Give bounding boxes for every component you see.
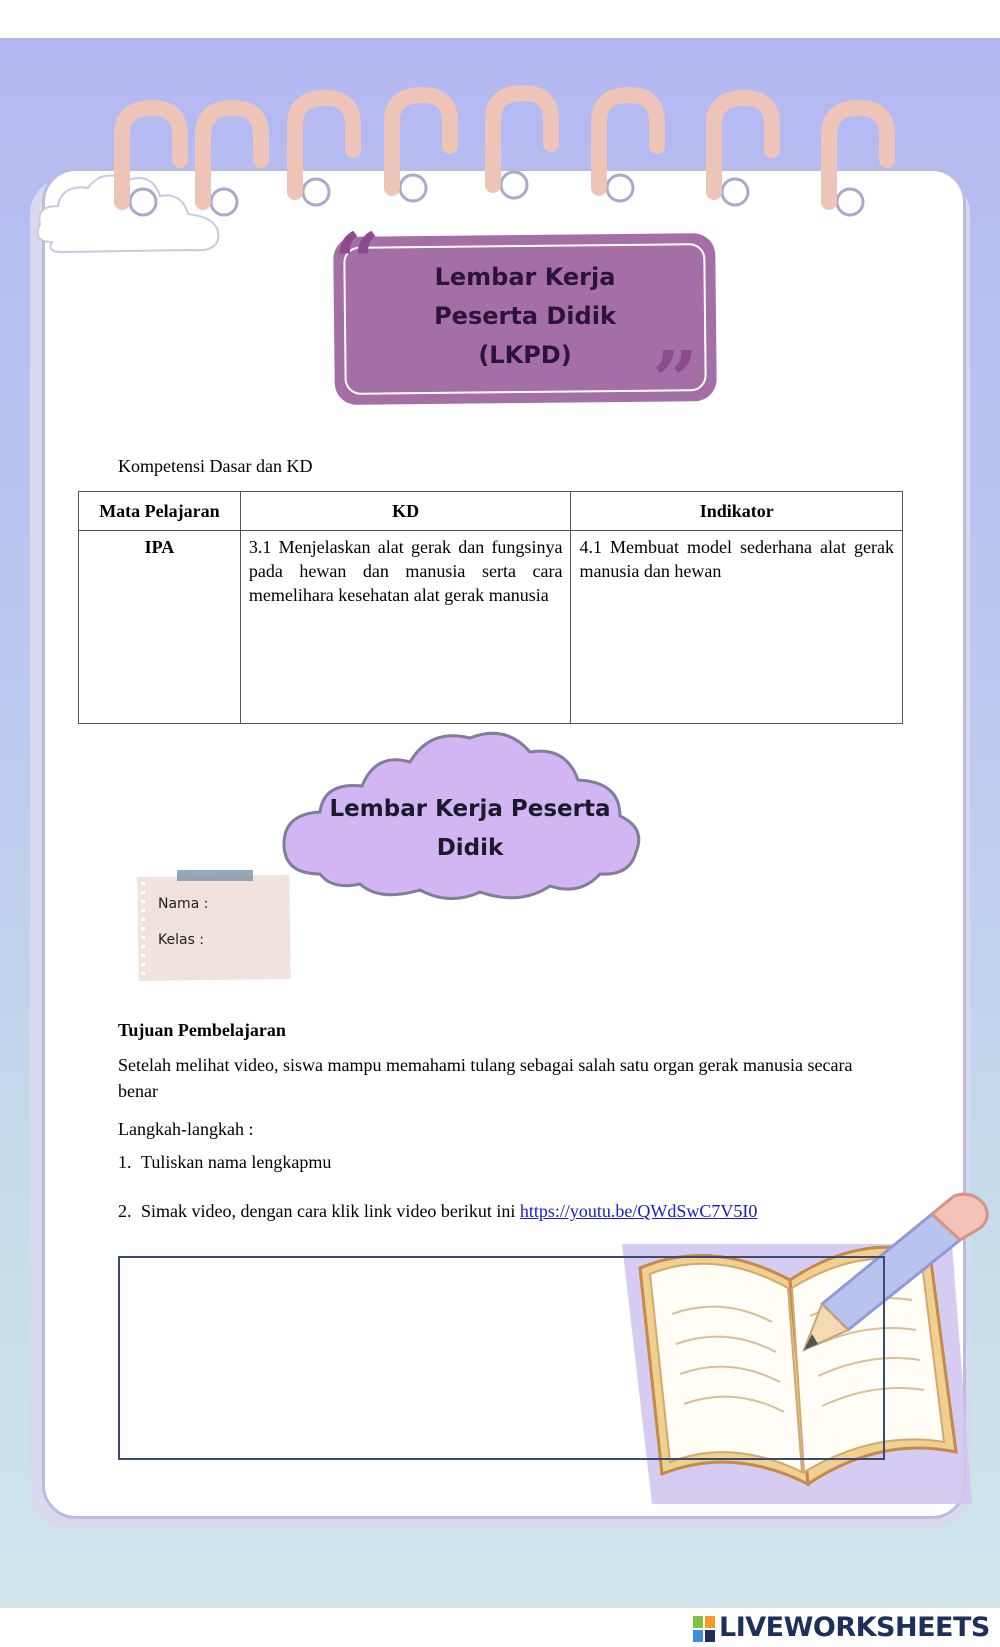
cell-indikator: 4.1 Membuat model sederhana alat gerak manusia dan hewan (571, 531, 903, 724)
identity-card (137, 875, 290, 981)
answer-area[interactable] (118, 1256, 885, 1460)
kd-section-label: Kompetensi Dasar dan KD (118, 456, 313, 476)
table-header-row (79, 492, 903, 531)
step-text: Simak video, dengan cara klik link video berikut ini (141, 1201, 520, 1221)
notebook-ring-icon (714, 98, 772, 205)
liveworksheets-logo-icon (693, 1616, 717, 1642)
worksheet-title: Lembar Kerja Peserta Didik (329, 796, 611, 861)
column-header-mapel: Mata Pelajaran (79, 492, 241, 531)
quote-close-icon: ” (652, 333, 699, 427)
steps-title: Langkah-langkah : (118, 1119, 254, 1139)
table-row (79, 531, 903, 724)
card-perforation (141, 882, 145, 977)
notebook-ring-icon (392, 95, 450, 201)
notebook-ring-icon (122, 108, 180, 215)
notebook-ring-icon (203, 108, 261, 215)
list-item (118, 1152, 331, 1173)
title-line-1: Lembar Kerja (434, 263, 616, 291)
notebook-ring-icon (295, 98, 353, 205)
notebook-ring-icon (599, 95, 657, 201)
cell-kd: 3.1 Menjelaskan alat gerak dan fungsinya pada hewan dan manusia serta cara memelihara kesehatan alat gerak manusia (240, 531, 571, 724)
notebook-ring-icon (493, 93, 551, 198)
objective-text: Setelah melihat video, siswa mampu memahami tulang sebagai salah satu organ gerak manusia secara benar (118, 1055, 853, 1101)
notebook-ring-icon (829, 108, 887, 215)
tape-decoration (177, 870, 253, 881)
title-line-3: (LKPD) (478, 341, 572, 369)
brand-name: LIVEWORKSHEETS (719, 1612, 990, 1643)
notebook-rings (0, 80, 1000, 230)
step-number: 1. (118, 1152, 132, 1172)
cell-mapel: IPA (79, 531, 241, 724)
objective-title: Tujuan Pembelajaran (118, 1020, 286, 1040)
column-header-indikator: Indikator (571, 492, 903, 531)
step-text: Tuliskan nama lengkapmu (141, 1152, 332, 1172)
quote-open-icon: “ (334, 215, 381, 309)
video-link[interactable]: https://youtu.be/QWdSwC7V5I0 (519, 1201, 758, 1221)
class-label: Kelas : (158, 932, 205, 948)
kd-table (78, 491, 903, 724)
step-number: 2. (118, 1201, 132, 1221)
liveworksheets-logo (693, 1611, 998, 1645)
title-line-2: Peserta Didik (434, 302, 616, 330)
page-title (400, 258, 650, 375)
name-label: Nama : (158, 896, 209, 912)
column-header-kd: KD (240, 492, 571, 531)
